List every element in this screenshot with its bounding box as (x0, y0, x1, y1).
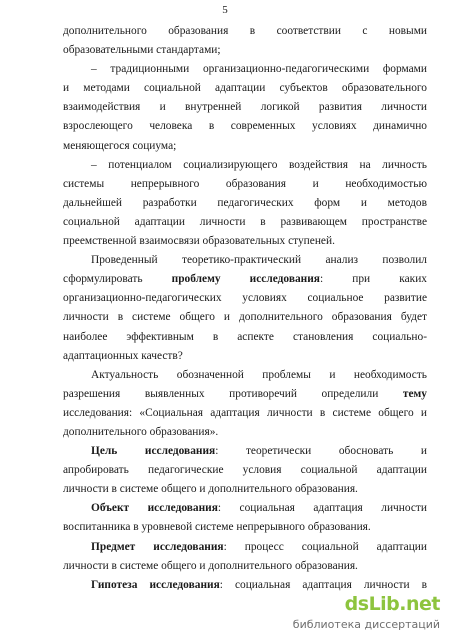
text-line (63, 270, 427, 289)
text-segment: : социальная адаптация личности в (219, 578, 427, 591)
text-line: личности в системе общего и дополнительного образования. (63, 483, 358, 496)
topic-term: тему (402, 387, 427, 400)
text-line: – традиционными организационно-педагогическими формами (91, 63, 427, 76)
text-line (63, 385, 427, 404)
text-line: апробировать педагогические условия социальной адаптации (63, 464, 427, 477)
text-line (63, 576, 427, 595)
text-line: исследования: «Социальная адаптация личности в системе общего и (63, 406, 427, 419)
text-line: личности в системе общего и дополнительного образования будет (63, 311, 427, 324)
text-line: дополнительного образования в соответствии с новыми (63, 25, 427, 37)
page-number: 5 (222, 4, 228, 16)
text-line (63, 538, 427, 557)
text-line: и методами социальной адаптации субъектов образовательного (63, 82, 427, 95)
text-line: образовательными стандартами; (63, 44, 221, 57)
text-line: личности в системе общего и дополнительного образования. (63, 559, 358, 572)
hypothesis-term: Гипотеза исследования (91, 578, 220, 591)
text-line: взрослеющего человека в современных условиях динамично (63, 120, 427, 133)
text-line: системы непрерывного образования и необходимостью (63, 177, 427, 190)
text-line (63, 442, 427, 461)
text-segment: : процесс социальной адаптации (223, 540, 427, 553)
text-line: организационно-педагогических условиях социальное развитие (63, 292, 427, 305)
subject-term: Предмет исследования (91, 540, 224, 553)
problem-term: проблему исследования (171, 273, 320, 286)
text-line: – потенциалом социализирующего воздействия на личность (91, 158, 427, 171)
watermark-logo: dsLib.net (344, 593, 440, 615)
text-line: дополнительного образования». (63, 425, 219, 438)
body-text (63, 22, 427, 595)
text-line: меняющегося социума; (63, 139, 177, 152)
text-line: наиболее эффективным в аспекте становления социально- (63, 330, 427, 343)
text-segment: сформулировать (63, 273, 143, 286)
text-line: Проведенный теоретико-практический анализ позволил (91, 254, 427, 267)
text-segment: : теоретически обосновать и (215, 445, 427, 458)
watermark (291, 594, 442, 633)
text-line: Актуальность обозначенной проблемы и необходимость (91, 368, 427, 381)
text-line: адаптационных качеств? (63, 349, 183, 362)
text-segment: : социальная адаптация личности (217, 502, 427, 515)
text-line: взаимодействия и внутренней логикой развития личности (63, 101, 427, 114)
text-line: преемственной взаимосвязи образовательных ступеней. (63, 235, 335, 248)
text-line: воспитанника в уровневой системе непрерывного образования. (63, 521, 371, 534)
text-segment: : при каких (319, 273, 427, 286)
object-term: Объект исследования (91, 502, 218, 515)
goal-term: Цель исследования (91, 445, 216, 458)
watermark-subtitle: библиотека диссертаций (292, 618, 440, 631)
text-line: социальной адаптации личности в развивающем пространстве (63, 215, 427, 228)
text-line (63, 499, 427, 518)
text-line: дальнейшей разработки педагогических форм и методов (63, 196, 427, 209)
text-segment: разрешения выявленных противоречий определили (63, 387, 379, 400)
